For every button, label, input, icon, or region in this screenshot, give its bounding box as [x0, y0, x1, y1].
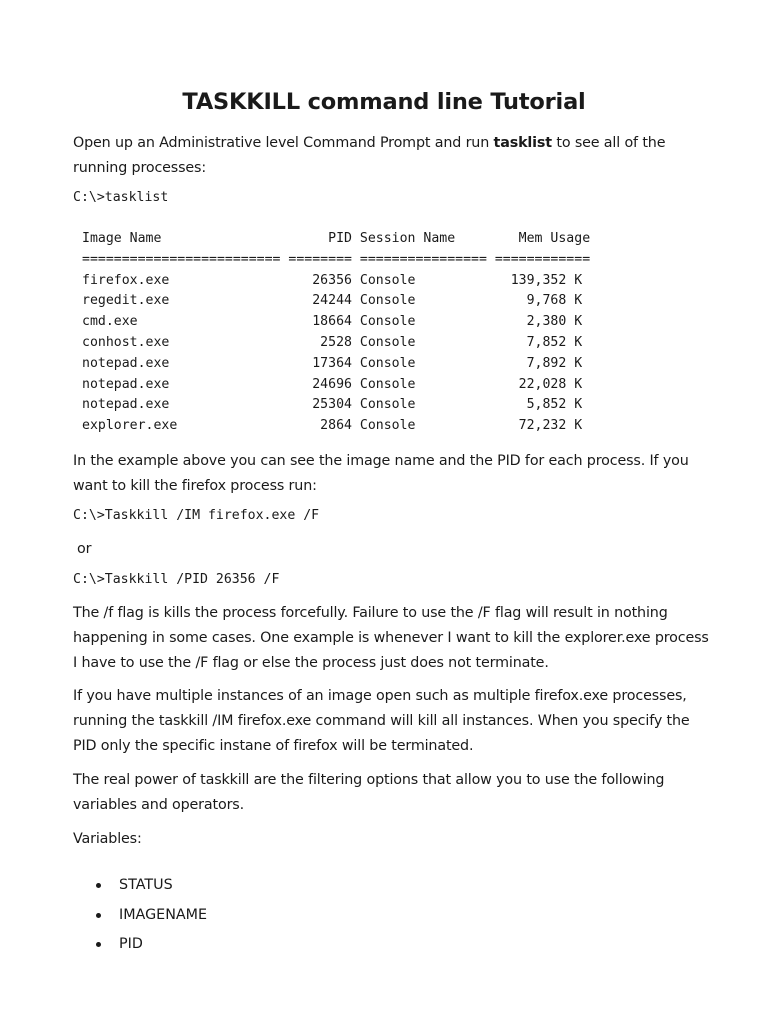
force-flag-line-2: happening in some cases. One example is whenever I want to kill the explorer.exe process: [73, 630, 709, 646]
tasklist-row: cmd.exe 18664 Console 2,380 K: [82, 314, 583, 330]
tasklist-row: firefox.exe 26356 Console 139,352 K: [82, 272, 583, 288]
intro-line-2: running processes:: [73, 160, 207, 176]
variable-label: STATUS: [119, 877, 173, 893]
tasklist-header: Image Name PID Session Name Mem Usage: [82, 231, 591, 246]
tasklist-row: regedit.exe 24244 Console 9,768 K: [82, 293, 583, 309]
tasklist-row: notepad.exe 25304 Console 5,852 K: [82, 397, 583, 413]
filtering-line-2: variables and operators.: [73, 797, 244, 813]
page-title: TASKKILL command line Tutorial: [182, 89, 586, 115]
multiple-line-2: running the taskkill /IM firefox.exe command will kill all instances. When you specify the: [73, 713, 690, 729]
cmd-tasklist: C:\>tasklist: [73, 190, 169, 205]
bullet-icon: [96, 883, 101, 888]
or-text: or: [77, 541, 92, 557]
force-flag-line-1: The /f flag is kills the process forcefully. Failure to use the /F flag will result in nothing: [73, 605, 668, 621]
bullet-icon: [96, 942, 101, 947]
force-flag-line-3: I have to use the /F flag or else the process just does not terminate.: [73, 655, 549, 671]
variable-label: PID: [119, 936, 143, 952]
tasklist-output: [82, 229, 590, 437]
variable-label: IMAGENAME: [119, 907, 208, 923]
multiple-instances-paragraph: [73, 684, 733, 759]
multiple-line-1: If you have multiple instances of an image open such as multiple firefox.exe processes,: [73, 688, 687, 704]
cmd-kill-by-pid: C:\>Taskkill /PID 26356 /F: [73, 572, 280, 587]
intro-line-1: [73, 131, 713, 156]
intro-text-suffix: to see all of the: [551, 135, 666, 151]
intro-tasklist-bold: tasklist: [493, 135, 552, 151]
bullet-icon: [96, 913, 101, 918]
tasklist-row: notepad.exe 24696 Console 22,028 K: [82, 376, 583, 392]
example-line-2: want to kill the firefox process run:: [73, 478, 317, 494]
tasklist-row: explorer.exe 2864 Console 72,232 K: [82, 418, 583, 434]
tasklist-row: conhost.exe 2528 Console 7,852 K: [82, 334, 583, 350]
multiple-line-3: PID only the specific instane of firefox will be terminated.: [73, 738, 474, 754]
filtering-paragraph: [73, 768, 713, 818]
example-paragraph: [73, 449, 713, 499]
intro-text-prefix: Open up an Administrative level Command Prompt and run: [73, 135, 494, 151]
force-flag-paragraph: [73, 601, 733, 676]
example-line-1: In the example above you can see the image name and the PID for each process. If you: [73, 453, 689, 469]
intro-paragraph: [73, 131, 713, 181]
tasklist-row: notepad.exe 17364 Console 7,892 K: [82, 355, 583, 371]
tasklist-separator: ========================= ======== ================ ============: [82, 251, 591, 267]
cmd-kill-by-image: C:\>Taskkill /IM firefox.exe /F: [73, 508, 320, 523]
filtering-line-1: The real power of taskkill are the filtering options that allow you to use the following: [73, 772, 665, 788]
variables-label: Variables:: [73, 831, 142, 847]
